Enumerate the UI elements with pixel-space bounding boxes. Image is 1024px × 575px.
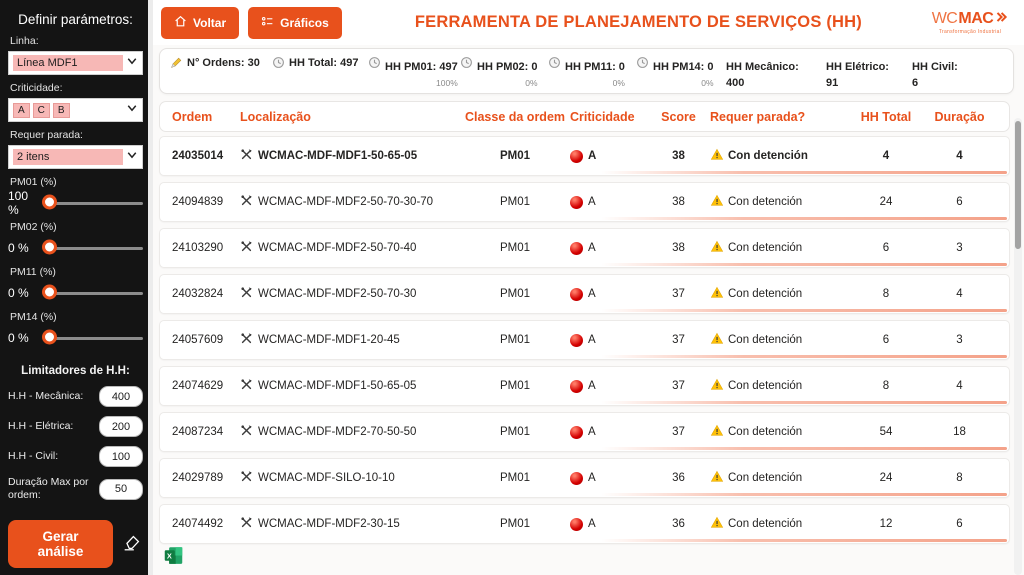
- hh-total-value: 12: [879, 518, 893, 530]
- row-gradient-bar: [601, 493, 1007, 496]
- criticality-label: Criticidade:: [10, 82, 63, 94]
- chevron-down-icon: [126, 54, 138, 72]
- hh-mechanical-input[interactable]: [99, 386, 143, 407]
- tools-icon: [240, 424, 253, 440]
- table-row[interactable]: [159, 366, 1010, 406]
- tools-icon: [240, 194, 253, 210]
- chevron-down-icon: [126, 101, 138, 119]
- row-gradient-bar: [601, 309, 1007, 312]
- criticality-dropdown[interactable]: [8, 98, 143, 122]
- criticality-chip[interactable]: A: [13, 103, 30, 118]
- stat-hh-electrical: HH Elétrico: 91: [826, 61, 889, 89]
- clock-icon: [368, 56, 381, 74]
- pm02-slider-knob[interactable]: [42, 239, 57, 254]
- top-bar: [153, 0, 1024, 45]
- stat-hh-civil: HH Civil: 6: [912, 61, 958, 89]
- criticality-text: A: [588, 472, 596, 484]
- order-class: PM01: [499, 426, 531, 438]
- requires-stop-dropdown[interactable]: [8, 145, 143, 169]
- order-class: PM01: [499, 288, 531, 300]
- main-panel: [153, 0, 1024, 575]
- logo-wc-text: WC: [931, 10, 958, 27]
- criticality-text: A: [588, 288, 596, 300]
- criticality-chip[interactable]: B: [53, 103, 70, 118]
- clock-icon: [272, 56, 285, 74]
- hh-electrical-input[interactable]: [99, 416, 143, 437]
- pm11-slider-block: [8, 266, 143, 304]
- criticality-text: A: [588, 196, 596, 208]
- criticality-chip[interactable]: C: [33, 103, 50, 118]
- chart-list-icon: [261, 15, 274, 31]
- stat-hh-mechanical: HH Mecânico: 400: [726, 61, 799, 89]
- score-value: 36: [672, 518, 685, 530]
- hh-total-value: 24: [879, 472, 893, 484]
- criticality-dot-icon: [570, 196, 583, 209]
- row-gradient-bar: [601, 171, 1007, 174]
- tools-icon: [240, 286, 253, 302]
- stat-hh-pm14: HH PM14: 0 0%: [636, 57, 726, 88]
- pm14-slider-block: [8, 311, 143, 349]
- pm01-slider[interactable]: [49, 202, 143, 205]
- warning-icon: [710, 470, 724, 486]
- row-gradient-bar: [601, 401, 1007, 404]
- requires-stop-label: Requer parada:: [10, 129, 83, 141]
- score-value: 38: [672, 242, 685, 254]
- score-value: 37: [672, 288, 685, 300]
- criticality-dot-icon: [570, 518, 583, 531]
- charts-button-label: Gráficos: [280, 15, 329, 30]
- max-duration-label: Duração Max por ordem:: [8, 476, 89, 502]
- back-button[interactable]: [161, 7, 239, 39]
- score-value: 37: [672, 380, 685, 392]
- hh-total-value: 4: [882, 150, 890, 162]
- charts-button[interactable]: [248, 7, 342, 39]
- stat-hh-mechanical-value: 400: [726, 77, 745, 89]
- logo-chevrons-icon: [994, 10, 1008, 28]
- duration-value: 6: [956, 196, 963, 208]
- pm02-value: 0 %: [8, 241, 29, 255]
- sidebar-title: Definir parámetros:: [18, 12, 133, 27]
- order-class: PM01: [499, 242, 531, 254]
- duration-value: 4: [956, 380, 963, 392]
- stat-hh-pm14-percent: 0%: [701, 78, 714, 88]
- location-text: WCMAC-MDF-SILO-10-10: [258, 472, 395, 484]
- home-icon: [174, 15, 187, 31]
- warning-icon: [710, 240, 724, 256]
- stat-hh-pm02: HH PM02: 0 0%: [460, 57, 548, 88]
- col-score[interactable]: Score: [661, 109, 696, 124]
- hh-civil-input[interactable]: [99, 446, 143, 467]
- stat-hh-total: HH Total: 497: [272, 57, 368, 74]
- location-text: WCMAC-MDF-MDF2-70-50-50: [258, 426, 417, 438]
- location-text: WCMAC-MDF-MDF1-50-65-05: [258, 150, 418, 162]
- pm14-value: 0 %: [8, 331, 29, 345]
- order-class: PM01: [499, 472, 531, 484]
- table-row[interactable]: [159, 458, 1010, 498]
- warning-icon: [710, 378, 724, 394]
- stat-hh-pm02-percent: 0%: [525, 78, 538, 88]
- export-excel-button[interactable]: [163, 545, 184, 571]
- hh-limiters-title: Limitadores de H.H:: [21, 365, 130, 377]
- criticality-text: A: [588, 334, 596, 346]
- warning-icon: [710, 148, 724, 164]
- clock-icon: [548, 56, 561, 74]
- criticality-dot-icon: [570, 150, 583, 163]
- logo-mac-text: MAC: [958, 10, 994, 27]
- table-row[interactable]: [159, 182, 1010, 222]
- pm01-slider-block: [8, 176, 143, 217]
- max-duration-input[interactable]: [99, 479, 143, 500]
- requires-stop-text: Con detención: [728, 380, 803, 392]
- warning-icon: [710, 286, 724, 302]
- tools-icon: [240, 470, 253, 486]
- back-button-label: Voltar: [193, 15, 227, 30]
- requires-stop-text: Con detención: [728, 150, 808, 162]
- duration-value: 18: [953, 426, 966, 438]
- duration-value: 3: [956, 242, 963, 254]
- requires-stop-text: Con detención: [728, 242, 803, 254]
- pm11-value: 0 %: [8, 286, 29, 300]
- criticality-dot-icon: [570, 472, 583, 485]
- warning-icon: [710, 332, 724, 348]
- criticality-dot-icon: [570, 242, 583, 255]
- page-title: FERRAMENTA DE PLANEJAMENTO DE SERVIÇOS (HH): [414, 13, 862, 31]
- warning-icon: [710, 424, 724, 440]
- criticality-chips: [13, 103, 70, 118]
- pm11-label: PM11 (%): [10, 266, 56, 278]
- line-label: Linha:: [10, 35, 39, 47]
- row-gradient-bar: [601, 447, 1007, 450]
- location-text: WCMAC-MDF-MDF2-50-70-30-70: [258, 196, 434, 208]
- pencil-icon: [170, 56, 183, 74]
- duration-value: 8: [956, 472, 963, 484]
- wcmac-logo: [926, 10, 1014, 35]
- requires-stop-text: Con detención: [728, 288, 803, 300]
- criticality-text: A: [588, 426, 596, 438]
- requires-stop-text: Con detención: [728, 196, 803, 208]
- criticality-dot-icon: [570, 426, 583, 439]
- hh-mechanical-label: H.H - Mecânica:: [8, 389, 84, 402]
- location-text: WCMAC-MDF-MDF1-20-45: [258, 334, 400, 346]
- pm11-slider[interactable]: [49, 292, 143, 295]
- tools-icon: [240, 332, 253, 348]
- order-number: 24074492: [172, 518, 224, 530]
- requires-stop-value: 2 itens: [13, 149, 123, 165]
- warning-icon: [710, 516, 724, 532]
- table-row[interactable]: [159, 228, 1010, 268]
- hh-total-value: 6: [882, 334, 890, 346]
- table-row[interactable]: [159, 504, 1010, 544]
- stat-hh-pm01: HH PM01: 497 100%: [368, 57, 460, 88]
- pm14-slider[interactable]: [49, 337, 143, 340]
- tools-icon: [240, 240, 253, 256]
- hh-electrical-label: H.H - Elétrica:: [8, 419, 74, 432]
- requires-stop-text: Con detención: [728, 426, 803, 438]
- order-class: PM01: [499, 334, 531, 346]
- requires-stop-text: Con detención: [728, 518, 803, 530]
- tools-icon: [240, 516, 253, 532]
- criticality-text: A: [588, 242, 596, 254]
- col-ordem[interactable]: Ordem: [172, 109, 213, 124]
- stat-hh-pm11-percent: 0%: [612, 78, 625, 88]
- hh-total-value: 8: [882, 380, 890, 392]
- stat-hh-electrical-value: 91: [826, 77, 839, 89]
- hh-total-value: 24: [879, 196, 893, 208]
- row-gradient-bar: [601, 355, 1007, 358]
- table-scrollbar[interactable]: [1014, 118, 1022, 575]
- score-value: 37: [672, 426, 685, 438]
- col-duracao[interactable]: Duração: [934, 109, 985, 124]
- order-number: 24035014: [172, 150, 224, 162]
- location-text: WCMAC-MDF-MDF2-30-15: [258, 518, 400, 530]
- duration-value: 4: [956, 288, 963, 300]
- excel-icon: [163, 553, 184, 570]
- stat-hh-pm11: HH PM11: 0 0%: [548, 57, 636, 88]
- orders-table: [159, 136, 1010, 544]
- hh-civil-label: H.H - Civil:: [8, 449, 59, 462]
- generate-analysis-button[interactable]: Gerar análise: [8, 520, 113, 568]
- chevron-down-icon: [126, 148, 138, 166]
- col-requer-parada[interactable]: Requer parada?: [710, 109, 806, 124]
- table-row[interactable]: [159, 320, 1010, 360]
- order-number: 24094839: [172, 196, 224, 208]
- duration-value: 6: [956, 518, 963, 530]
- location-text: WCMAC-MDF-MDF2-50-70-30: [258, 288, 417, 300]
- duration-value: 4: [956, 150, 963, 162]
- summary-stats-bar: [159, 48, 1014, 94]
- pm01-slider-knob[interactable]: [42, 194, 57, 209]
- score-value: 38: [672, 150, 685, 162]
- line-dropdown[interactable]: [8, 51, 143, 75]
- stat-hh-pm01-percent: 100%: [436, 78, 458, 88]
- hh-total-value: 8: [882, 288, 890, 300]
- criticality-text: A: [588, 518, 596, 530]
- criticality-text: A: [588, 150, 597, 162]
- table-row[interactable]: [159, 412, 1010, 452]
- pm01-label: PM01 (%): [10, 176, 57, 188]
- eraser-icon[interactable]: [121, 531, 143, 558]
- location-text: WCMAC-MDF-MDF2-50-70-40: [258, 242, 417, 254]
- criticality-text: A: [588, 380, 596, 392]
- row-gradient-bar: [601, 217, 1007, 220]
- pm14-slider-knob[interactable]: [42, 329, 57, 344]
- table-header: [159, 101, 1010, 132]
- col-classe[interactable]: Classe da ordem: [464, 109, 566, 124]
- order-class: PM01: [499, 150, 531, 162]
- score-value: 36: [672, 472, 685, 484]
- row-gradient-bar: [601, 263, 1007, 266]
- pm01-value: 100 %: [8, 189, 29, 217]
- col-criticidade[interactable]: Criticidade: [570, 109, 635, 124]
- hh-total-value: 6: [882, 242, 890, 254]
- line-dropdown-value: Línea MDF1: [13, 55, 123, 71]
- order-number: 24032824: [172, 288, 224, 300]
- order-class: PM01: [499, 518, 531, 530]
- col-localizacao[interactable]: Localização: [240, 109, 311, 124]
- order-number: 24087234: [172, 426, 224, 438]
- order-number: 24057609: [172, 334, 224, 346]
- pm02-slider[interactable]: [49, 247, 143, 250]
- logo-tagline: Transformação Industrial: [938, 29, 1002, 35]
- table-row[interactable]: [159, 274, 1010, 314]
- stat-orders: N° Ordens: 30: [170, 57, 272, 74]
- parameters-sidebar: [0, 0, 153, 575]
- tools-icon: [240, 378, 253, 394]
- location-text: WCMAC-MDF-MDF1-50-65-05: [258, 380, 417, 392]
- score-value: 38: [672, 196, 685, 208]
- criticality-dot-icon: [570, 334, 583, 347]
- pm11-slider-knob[interactable]: [42, 284, 57, 299]
- table-scrollbar-thumb[interactable]: [1015, 121, 1021, 249]
- table-row[interactable]: [159, 136, 1010, 176]
- tools-icon: [240, 148, 253, 164]
- col-hh-total[interactable]: HH Total: [860, 109, 912, 124]
- hh-total-value: 54: [879, 426, 893, 438]
- svg-text:X: X: [166, 551, 172, 561]
- criticality-dot-icon: [570, 380, 583, 393]
- order-class: PM01: [499, 196, 531, 208]
- row-gradient-bar: [601, 539, 1007, 542]
- order-number: 24029789: [172, 472, 224, 484]
- clock-icon: [460, 56, 473, 74]
- order-class: PM01: [499, 380, 531, 392]
- requires-stop-text: Con detención: [728, 472, 803, 484]
- duration-value: 3: [956, 334, 963, 346]
- order-number: 24074629: [172, 380, 224, 392]
- requires-stop-text: Con detención: [728, 334, 803, 346]
- order-number: 24103290: [172, 242, 224, 254]
- pm14-label: PM14 (%): [10, 311, 57, 323]
- pm02-label: PM02 (%): [10, 221, 57, 233]
- stat-hh-civil-value: 6: [912, 77, 919, 89]
- warning-icon: [710, 194, 724, 210]
- score-value: 37: [672, 334, 685, 346]
- clock-icon: [636, 56, 649, 74]
- criticality-dot-icon: [570, 288, 583, 301]
- pm02-slider-block: [8, 221, 143, 259]
